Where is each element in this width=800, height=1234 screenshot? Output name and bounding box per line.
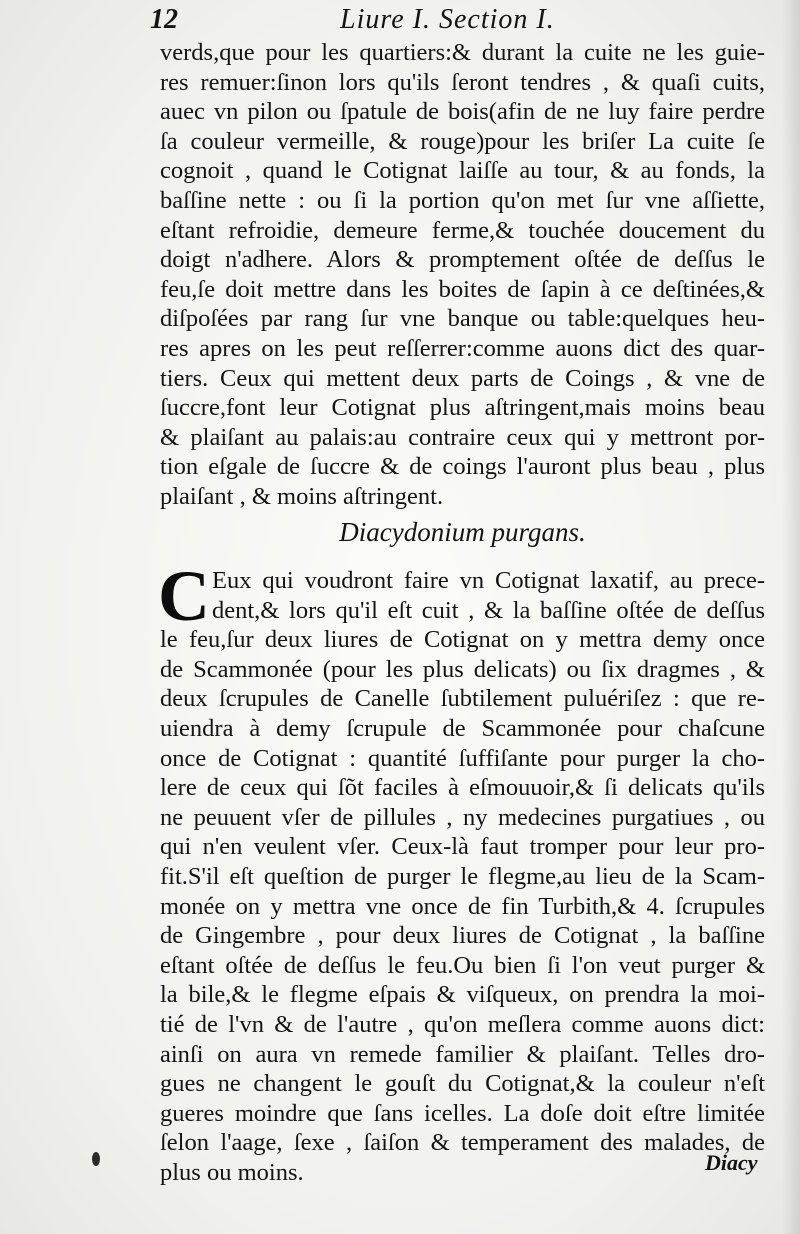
text-line: de Scammonée (pour les plus delicats) ou ſix dragmes , &	[160, 655, 765, 683]
text-line: ſelon l'aage, ſexe , ſaiſon & temperament des malades, de	[160, 1129, 765, 1157]
drop-cap: C	[158, 556, 210, 636]
text-line: tion eſgale de ſuccre & de coings l'auront plus beau , plus	[160, 453, 765, 481]
text-line: ſuccre,font leur Cotignat plus aſtringent,mais moins beau	[160, 394, 765, 422]
page-number: 12	[150, 4, 178, 35]
text-line: auec vn pilon ou ſpatule de bois(afin de ne luy faire perdre	[160, 98, 765, 126]
text-line: plus ou moins.	[160, 1158, 304, 1186]
text-line: uiendra à demy ſcrupule de Scammonée pour chaſcune	[160, 714, 765, 742]
text-line: la bile,& le flegme eſpais & viſqueux, on prendra la moi-	[160, 981, 765, 1009]
paragraph-cotignat-cooking	[160, 38, 765, 512]
text-line: & plaiſant au palais:au contraire ceux qui y mettront por-	[160, 423, 765, 451]
text-line: qui n'en veulent vſer. Ceux-là faut tromper pour leur pro-	[160, 833, 765, 861]
text-line: res remuer:ſinon lors qu'ils ſeront tendres , & quaſi cuits,	[160, 68, 765, 96]
text-line: fit.S'il eſt queſtion de purger le flegme,au lieu de la Scam-	[160, 862, 765, 890]
text-line: monée on y mettra vne once de fin Turbith,& 4. ſcrupules	[160, 892, 765, 920]
text-line: feu,ſe doit mettre dans les boites de ſapin à ce deſtinées,&	[160, 275, 765, 303]
text-line: dent,& lors qu'il eſt cuit , & la baſſine oſtée de deſſus	[212, 596, 765, 624]
page-edge-shadow	[782, 0, 800, 1234]
text-line: de Gingembre , pour deux liures de Cotignat , la baſſine	[160, 922, 765, 950]
text-line: eſtant oſtée de deſſus le feu.Ou bien ſi l'on veut purger &	[160, 951, 765, 979]
text-line: cognoit , quand le Cotignat laiſſe au tour, & au fonds, la	[160, 157, 765, 185]
text-line: ne peuuent vſer de pillules , ny medecines purgatiues , ou	[160, 803, 765, 831]
running-head: Liure I. Section I.	[340, 4, 555, 35]
text-line: ainſi on aura vn remede familier & plaiſant. Telles dro-	[160, 1040, 765, 1068]
text-line: Eux qui voudront faire vn Cotignat laxatif, au prece-	[212, 567, 765, 594]
text-line: lere de ceux qui ſõt faciles à eſmouuoir,& ſi delicats qu'ils	[160, 774, 765, 802]
text-line: tiers. Ceux qui mettent deux parts de Coings , & vne de	[160, 364, 765, 392]
catchword: Diacy	[705, 1150, 758, 1175]
section-title: Diacydonium purgans.	[339, 517, 586, 547]
text-line: doigt n'adhere. Alors & promptement oſtée de deſſus le	[160, 246, 765, 274]
paragraph-diacydonium	[158, 556, 765, 1187]
text-line: le feu,ſur deux liures de Cotignat on y mettra demy once	[160, 626, 765, 654]
text-line: ſa couleur vermeille, & rouge)pour les briſer La cuite ſe	[160, 127, 765, 155]
text-line: deux ſcrupules de Canelle ſubtilement puluériſez : que re-	[160, 685, 765, 713]
page-header	[150, 4, 770, 40]
text-line: gues ne changent le gouſt du Cotignat,& la couleur n'eſt	[160, 1070, 765, 1098]
text-line: tié de l'vn & de l'autre , qu'on meſlera comme auons dict:	[160, 1010, 765, 1038]
text-line: verds,que pour les quartiers:& durant la cuite ne les guie-	[160, 39, 765, 66]
text-line: baſſine nette : ou ſi la portion qu'on met ſur vne aſſiette,	[160, 186, 765, 214]
text-line: diſpoſées par rang ſur vne banque ou table:quelques heu-	[160, 305, 765, 333]
text-line: plaiſant , & moins aſtringent.	[160, 482, 444, 510]
text-line: res apres on les peut reſſerrer:comme auons dict des quar-	[160, 334, 765, 362]
ink-spot	[92, 1152, 100, 1166]
text-line: gueres moindre que ſans icelles. La doſe doit eſtre limitée	[160, 1099, 765, 1127]
text-line: once de Cotignat : quantité ſuffiſante pour purger la cho-	[160, 744, 765, 772]
text-line: eſtant refroidie, demeure ferme,& touchée doucement du	[160, 216, 765, 244]
